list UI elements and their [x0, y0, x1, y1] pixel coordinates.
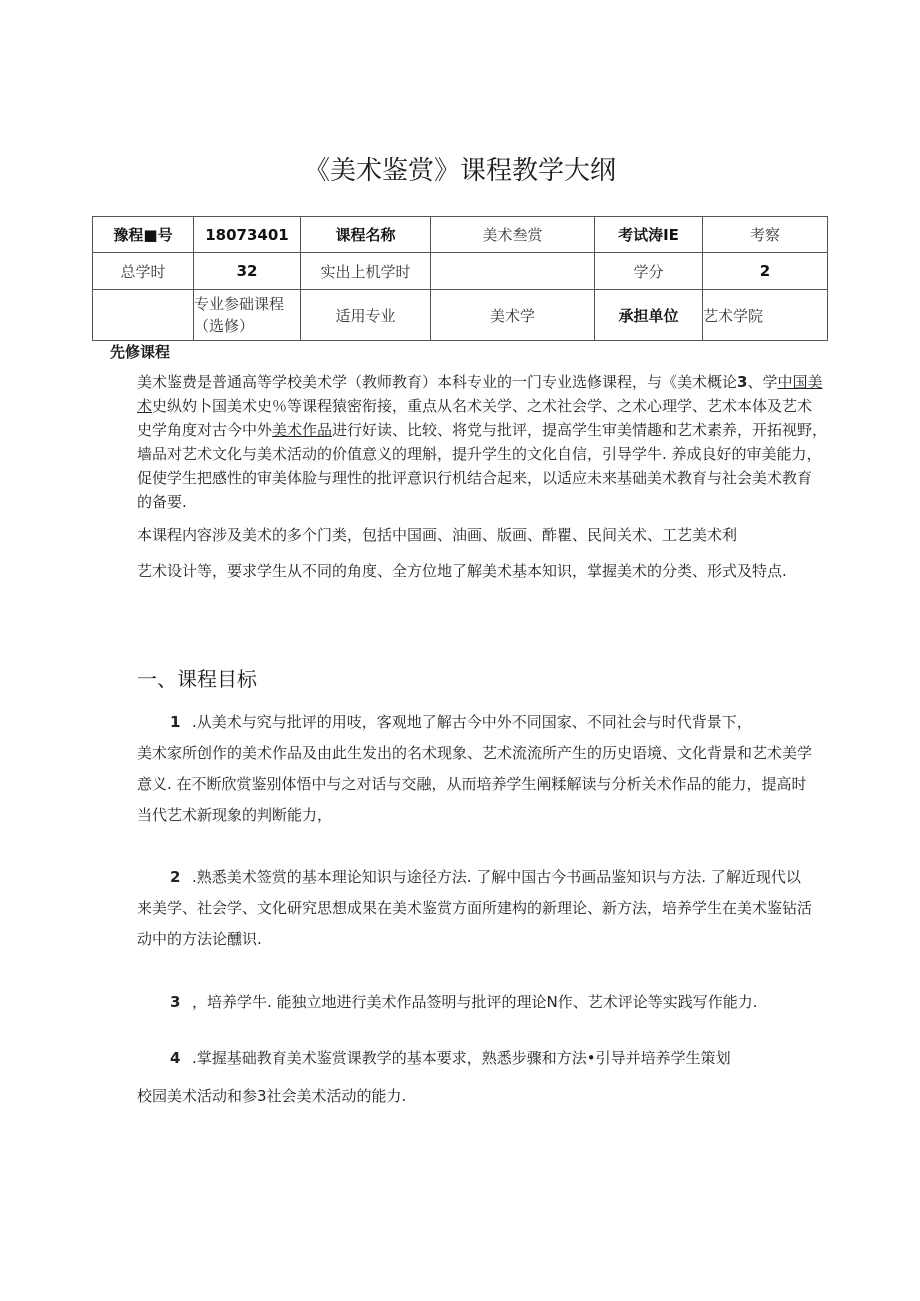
objective-item	[170, 991, 758, 1012]
table-cell: 豫程■号	[93, 217, 194, 253]
table-cell: 适用专业	[301, 290, 431, 341]
table-row	[93, 217, 828, 253]
text: .从美术与究与批评的用吱，客观地了解古今中外不同国家、不同社会与时代背景下，	[192, 713, 752, 731]
text: 美术鉴费是普通高等学校美术学（教师教育）本科专业的一门专业选修课程，与《美术概论	[137, 373, 738, 391]
table-cell: 艺术学院	[703, 290, 828, 341]
objective-line: 动中的方法论醺识.	[137, 930, 262, 948]
intro-line: 促使学生把感性的审美体脸与理性的批评意识行机结合起来，以适应未来基础美术教育与社会美术教育	[137, 469, 813, 487]
item-number: 4	[170, 1049, 181, 1067]
table-row	[93, 290, 828, 341]
text: 进行好读、比较、将党与批评，提高学生审美情趣和艺术素养，开拓视野，	[332, 421, 828, 439]
objective-line: 当代艺术新现象的判断能力，	[137, 806, 333, 824]
table-cell	[93, 290, 194, 341]
intro-line: 艺术设计等，要求学生从不同的角度、全方位地了解美术基本知识，掌握美术的分类、形式及特点.	[137, 562, 787, 580]
intro-line	[137, 419, 827, 440]
intro-line: 的备要.	[137, 493, 187, 511]
table-cell: 32	[194, 253, 301, 290]
objective-line: 来美学、社会学、文化研究思想成果在美术鉴赏方面所建构的新理论、新方法，培养学生在美术鉴钻活	[137, 899, 813, 917]
prerequisite-label: 先修课程	[110, 343, 171, 361]
table-cell: 总学时	[93, 253, 194, 290]
objective-line: 意义. 在不断欣赏鉴别体悟中与之对话与交融，从而培养学生阐糅解读与分析关术作品的能力，提高时	[137, 775, 807, 793]
intro-line	[137, 371, 822, 392]
item-number: 3	[170, 993, 181, 1011]
text: 、学	[747, 373, 778, 391]
table-cell: 课程名称	[301, 217, 431, 253]
text: .熟悉美术签赏的基本理论知识与途径方法. 了解中国古今书画品鉴知识与方法. 了解近现代以	[192, 868, 801, 886]
objective-item	[170, 1047, 731, 1068]
intro-line	[137, 395, 812, 416]
text: 史学角度对古今中外	[137, 421, 273, 439]
text: 史纵妁卜国美术史％等课程猿密衔接，重点从名术关学、之术社会学、之术心理学、艺术本体及艺术	[152, 397, 813, 415]
table-cell: 专业参础课程（选修）	[194, 290, 301, 341]
table-cell: 2	[703, 253, 828, 290]
underlined-text: 中国美	[777, 373, 823, 391]
intro-line: 本课程内容涉及美术的多个门类，包括中国画、油画、版画、酢瞿、民间关术、工艺美术利	[137, 526, 738, 544]
table-cell: 学分	[595, 253, 703, 290]
table-cell: 承担单位	[595, 290, 703, 341]
objective-item	[170, 866, 801, 887]
text: .掌握基础教育美术鉴赏课教学的基本要求，熟悉步骤和方法•引导并培养学生策划	[192, 1049, 731, 1067]
item-number: 2	[170, 868, 181, 886]
objective-line: 美术家所创作的美术作品及由此生发出的名术现象、艺术流流所产生的历史语境、文化背景和艺术美学	[137, 744, 813, 762]
table-cell: 18073401	[194, 217, 301, 253]
document-title: 《美术鉴赏》课程教学大纲	[303, 156, 616, 186]
table-cell: 美术叁赏	[431, 217, 595, 253]
objective-line: 校园美术活动和参3社会美术活动的能力.	[137, 1087, 407, 1105]
objective-item	[170, 711, 752, 732]
underlined-text: 术	[137, 397, 153, 415]
table-cell: 实出上机学时	[301, 253, 431, 290]
table-cell: 考试涛IE	[595, 217, 703, 253]
text: ，培养学牛. 能独立地进行美术作品签明与批评的理论N作、艺术评论等实践写作能力.	[192, 993, 758, 1011]
table-cell: 考察	[703, 217, 828, 253]
intro-line: 墙品对艺术文化与美术活动的价值意义的理斛，提升学生的文化自信，引导学牛. 养成良好的审美能力，	[137, 445, 822, 463]
underlined-text: 美术作品	[272, 421, 333, 439]
table-cell: 美术学	[431, 290, 595, 341]
section-heading: 一、课程目标	[137, 667, 257, 691]
course-info-table	[92, 216, 828, 341]
item-number: 1	[170, 713, 181, 731]
table-row	[93, 253, 828, 290]
text: 3	[737, 373, 748, 391]
table-cell	[431, 253, 595, 290]
